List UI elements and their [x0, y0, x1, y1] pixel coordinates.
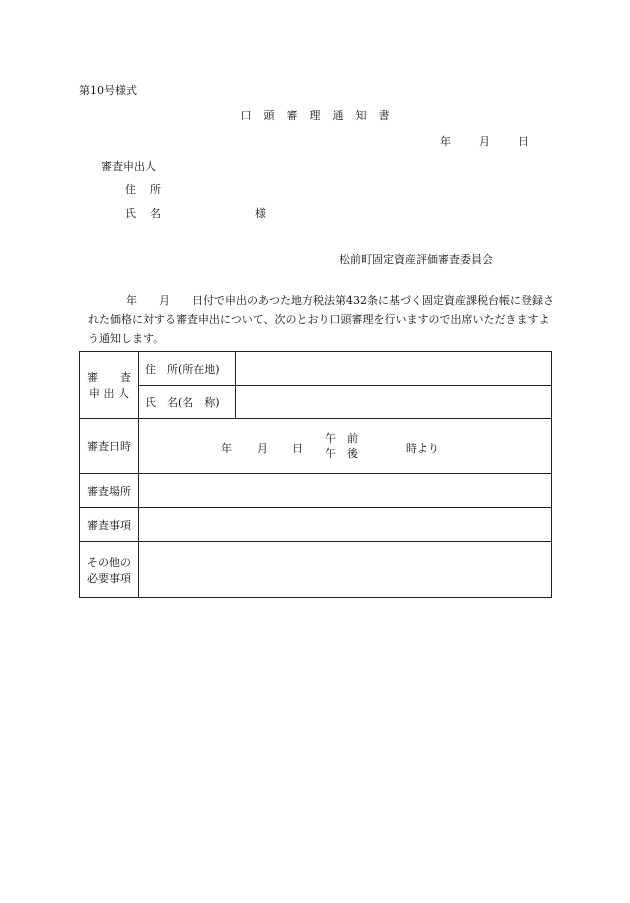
date-month: 月 [479, 135, 490, 148]
issue-date [440, 133, 529, 149]
name-char: 氏 [125, 207, 136, 220]
other-label [80, 542, 139, 598]
committee-name: 松前町固定資産評価審査委員会 [339, 253, 493, 266]
name-char: 名 [150, 207, 161, 220]
name-label [125, 205, 161, 221]
date-day: 日 [518, 135, 529, 148]
address-field-label: 住 所(所在地) [139, 352, 236, 386]
form-number: 第10号様式 [79, 84, 137, 97]
address-char: 所 [150, 183, 161, 196]
address-char: 住 [125, 183, 136, 196]
datetime-value [139, 419, 552, 474]
other-label-line1: その他の [87, 555, 131, 569]
honorific: 様 [255, 207, 266, 220]
matter-value [139, 508, 552, 542]
name-field-value [236, 386, 552, 419]
address-field-value [236, 352, 552, 386]
body-text: 年 月 日付で申出のあつた地方税法第432条に基づく固定資産課税台帳に登録された価格に対する審査申出について、次のとおり口頭審理を行いますので出席いただきますよう通知します。 [88, 294, 554, 345]
applicant-header-line2: 申 出 人 [89, 387, 129, 400]
other-value [139, 542, 552, 598]
matter-label: 審査事項 [80, 508, 139, 542]
dt-pm: 午 後 [325, 447, 358, 460]
title-char: 口 [240, 109, 252, 122]
dt-from: 時より [406, 442, 439, 455]
applicant-label: 審査申出人 [101, 160, 156, 173]
dt-am: 午 前 [325, 432, 358, 445]
dt-year: 年 [221, 442, 232, 455]
title-char: 書 [378, 109, 390, 122]
hearing-details-table [79, 351, 552, 598]
applicant-header-cell [80, 352, 139, 419]
datetime-label: 審査日時 [80, 419, 139, 474]
dt-day: 日 [292, 442, 303, 455]
place-label: 審査場所 [80, 474, 139, 508]
name-field-label: 氏 名(名 称) [139, 386, 236, 419]
am-pm-choice [325, 431, 358, 461]
document-title [0, 107, 630, 123]
place-value [139, 474, 552, 508]
dt-month: 月 [257, 442, 268, 455]
title-char: 通 [332, 109, 344, 122]
title-char: 知 [355, 109, 367, 122]
applicant-header-line1: 審 査 [87, 371, 131, 384]
title-char: 理 [309, 109, 321, 122]
title-char: 審 [286, 109, 298, 122]
date-year: 年 [440, 135, 451, 148]
address-label [125, 181, 161, 197]
other-label-line2: 必要事項 [87, 571, 131, 585]
title-char: 頭 [263, 109, 275, 122]
